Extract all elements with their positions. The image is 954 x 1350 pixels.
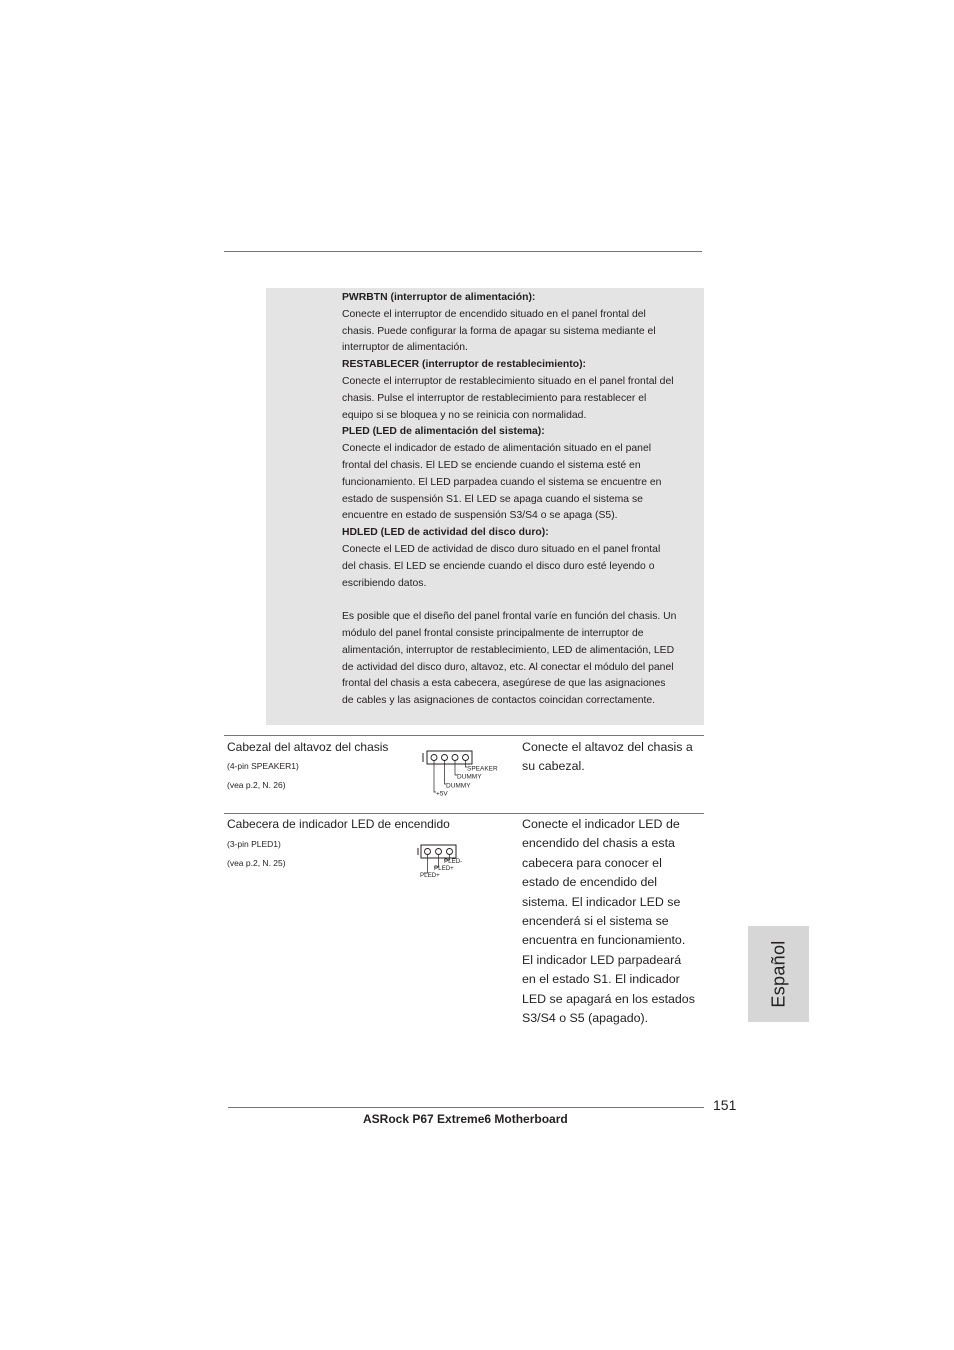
pled-desc-line: encuentra en funcionamiento.: [522, 933, 686, 948]
pled-lead: [424, 855, 428, 874]
note-line: de actividad del disco duro, altavoz, etc. Al conectar el módulo del panel: [342, 661, 674, 673]
hdled-heading: HDLED (LED de actividad del disco duro):: [342, 527, 549, 539]
note-line: de cables y las asignaciones de contactos coincidan correctamente.: [342, 695, 656, 707]
pled-line: frontal del chasis. El LED se enciende cuando el sistema esté en: [342, 459, 641, 471]
pled-line: funcionamiento. El LED parpadea cuando el sistema se encuentre en: [342, 476, 662, 488]
pled-pin: [447, 849, 453, 855]
speaker-page-ref: (vea p.2, N. 26): [227, 780, 286, 790]
speaker-connector-diagram: [420, 747, 504, 799]
speaker-desc-line: su cabezal.: [522, 759, 585, 774]
pled-desc-line: El indicador LED parpadeará: [522, 952, 682, 967]
pwrbtn-heading: PWRBTN (interruptor de alimentación):: [342, 292, 536, 303]
pled-pin-name: PLED-: [444, 858, 463, 865]
pled-heading: PLED (LED de alimentación del sistema):: [342, 426, 545, 438]
pled-line: encuentre en estado de suspensión S3/S4 o se apaga (S5).: [342, 510, 618, 522]
paragraph-gap: [342, 592, 704, 609]
section-rule: [224, 813, 704, 814]
speaker-description: [522, 738, 704, 777]
speaker-header-title: Cabezal del altavoz del chasis: [227, 740, 389, 754]
pled-page-ref: (vea p.2, N. 25): [227, 858, 286, 868]
note-line: módulo del panel frontal consiste principalmente de interruptor de: [342, 627, 644, 639]
reset-line: Conecte el interruptor de restablecimiento situado en el panel frontal del: [342, 375, 674, 387]
speaker-pin: [442, 755, 448, 761]
pled-desc-line: en el estado S1. El indicador: [522, 972, 680, 987]
speaker-lead: [434, 761, 436, 793]
pwrbtn-line: interruptor de alimentación.: [342, 342, 468, 354]
pled-pin-name: PLED+: [420, 872, 440, 879]
pled-pin-name: PLED+: [434, 865, 454, 872]
pled-line: Conecte el indicador de estado de alimentación situado en el panel: [342, 443, 652, 455]
reset-line: equipo si se bloquea y no se reinicia con normalidad.: [342, 409, 587, 421]
note-line: Es posible que el diseño del panel frontal varíe en función del chasis. Un: [342, 611, 677, 623]
pwrbtn-line: Conecte el interruptor de encendido situado en el panel frontal del: [342, 308, 646, 320]
hdled-line: Conecte el LED de actividad de disco duro situado en el panel frontal: [342, 543, 661, 555]
speaker-pin: [463, 755, 469, 761]
pled-desc-line: encendido del chasis a esta: [522, 836, 675, 851]
pled-pin: [436, 849, 442, 855]
page-number: 151: [713, 1097, 737, 1113]
section-rule: [224, 735, 704, 736]
speaker-pin-name: DUMMY: [457, 773, 482, 781]
pled-desc-line: cabecera para conocer el: [522, 855, 662, 870]
pled-header-title: Cabecera de indicador LED de encendido: [227, 817, 450, 831]
language-tab: [748, 926, 809, 1022]
note-line: alimentación, interruptor de restablecimiento, LED de alimentación, LED: [342, 644, 675, 656]
top-rule: [224, 251, 702, 252]
speaker-desc-line: Conecte el altavoz del chasis a: [522, 740, 693, 754]
pled-line: estado de suspensión S1. El LED se apaga cuando el sistema se: [342, 493, 643, 505]
speaker-pin-name: DUMMY: [446, 782, 471, 790]
pwrbtn-line: chasis. Puede configurar la forma de apagar su sistema mediante el: [342, 325, 656, 337]
reset-heading: RESTABLECER (interruptor de restablecimiento):: [342, 359, 587, 371]
pled-pin: [425, 849, 431, 855]
language-tab-label: Español: [768, 940, 788, 1008]
speaker-pin-name: SPEAKER: [467, 765, 498, 773]
speaker-pin: [452, 755, 458, 761]
pled-description: [522, 815, 704, 1028]
footer-title: ASRock P67 Extreme6 Motherboard: [363, 1112, 568, 1126]
pled-desc-line: sistema. El indicador LED se: [522, 894, 681, 909]
speaker-pin-label: (4-pin SPEAKER1): [227, 761, 299, 771]
hdled-line: del chasis. El LED se enciende cuando el disco duro esté leyendo o: [342, 560, 655, 572]
pled-connector-diagram: [414, 842, 474, 882]
pled-desc-line: encenderá si el sistema se: [522, 914, 669, 929]
footer-rule: [228, 1107, 704, 1108]
speaker-pin-name: +5V: [436, 790, 448, 798]
reset-line: chasis. Pulse el interruptor de restablecimiento para restablecer el: [342, 392, 647, 404]
hdled-line: escribiendo datos.: [342, 577, 427, 589]
pled-desc-line: S3/S4 o S5 (apagado).: [522, 1011, 649, 1026]
speaker-pin: [431, 755, 437, 761]
note-line: frontal del chasis a esta cabecera, asegúrese de que las asignaciones: [342, 678, 666, 690]
pled-pin-label: (3-pin PLED1): [227, 839, 281, 849]
pled-desc-line: LED se apagará en los estados: [522, 991, 695, 1006]
pled-desc-line: Conecte el indicador LED de: [522, 817, 680, 831]
info-box-text: [342, 290, 704, 710]
pled-desc-line: estado de encendido del: [522, 875, 658, 890]
